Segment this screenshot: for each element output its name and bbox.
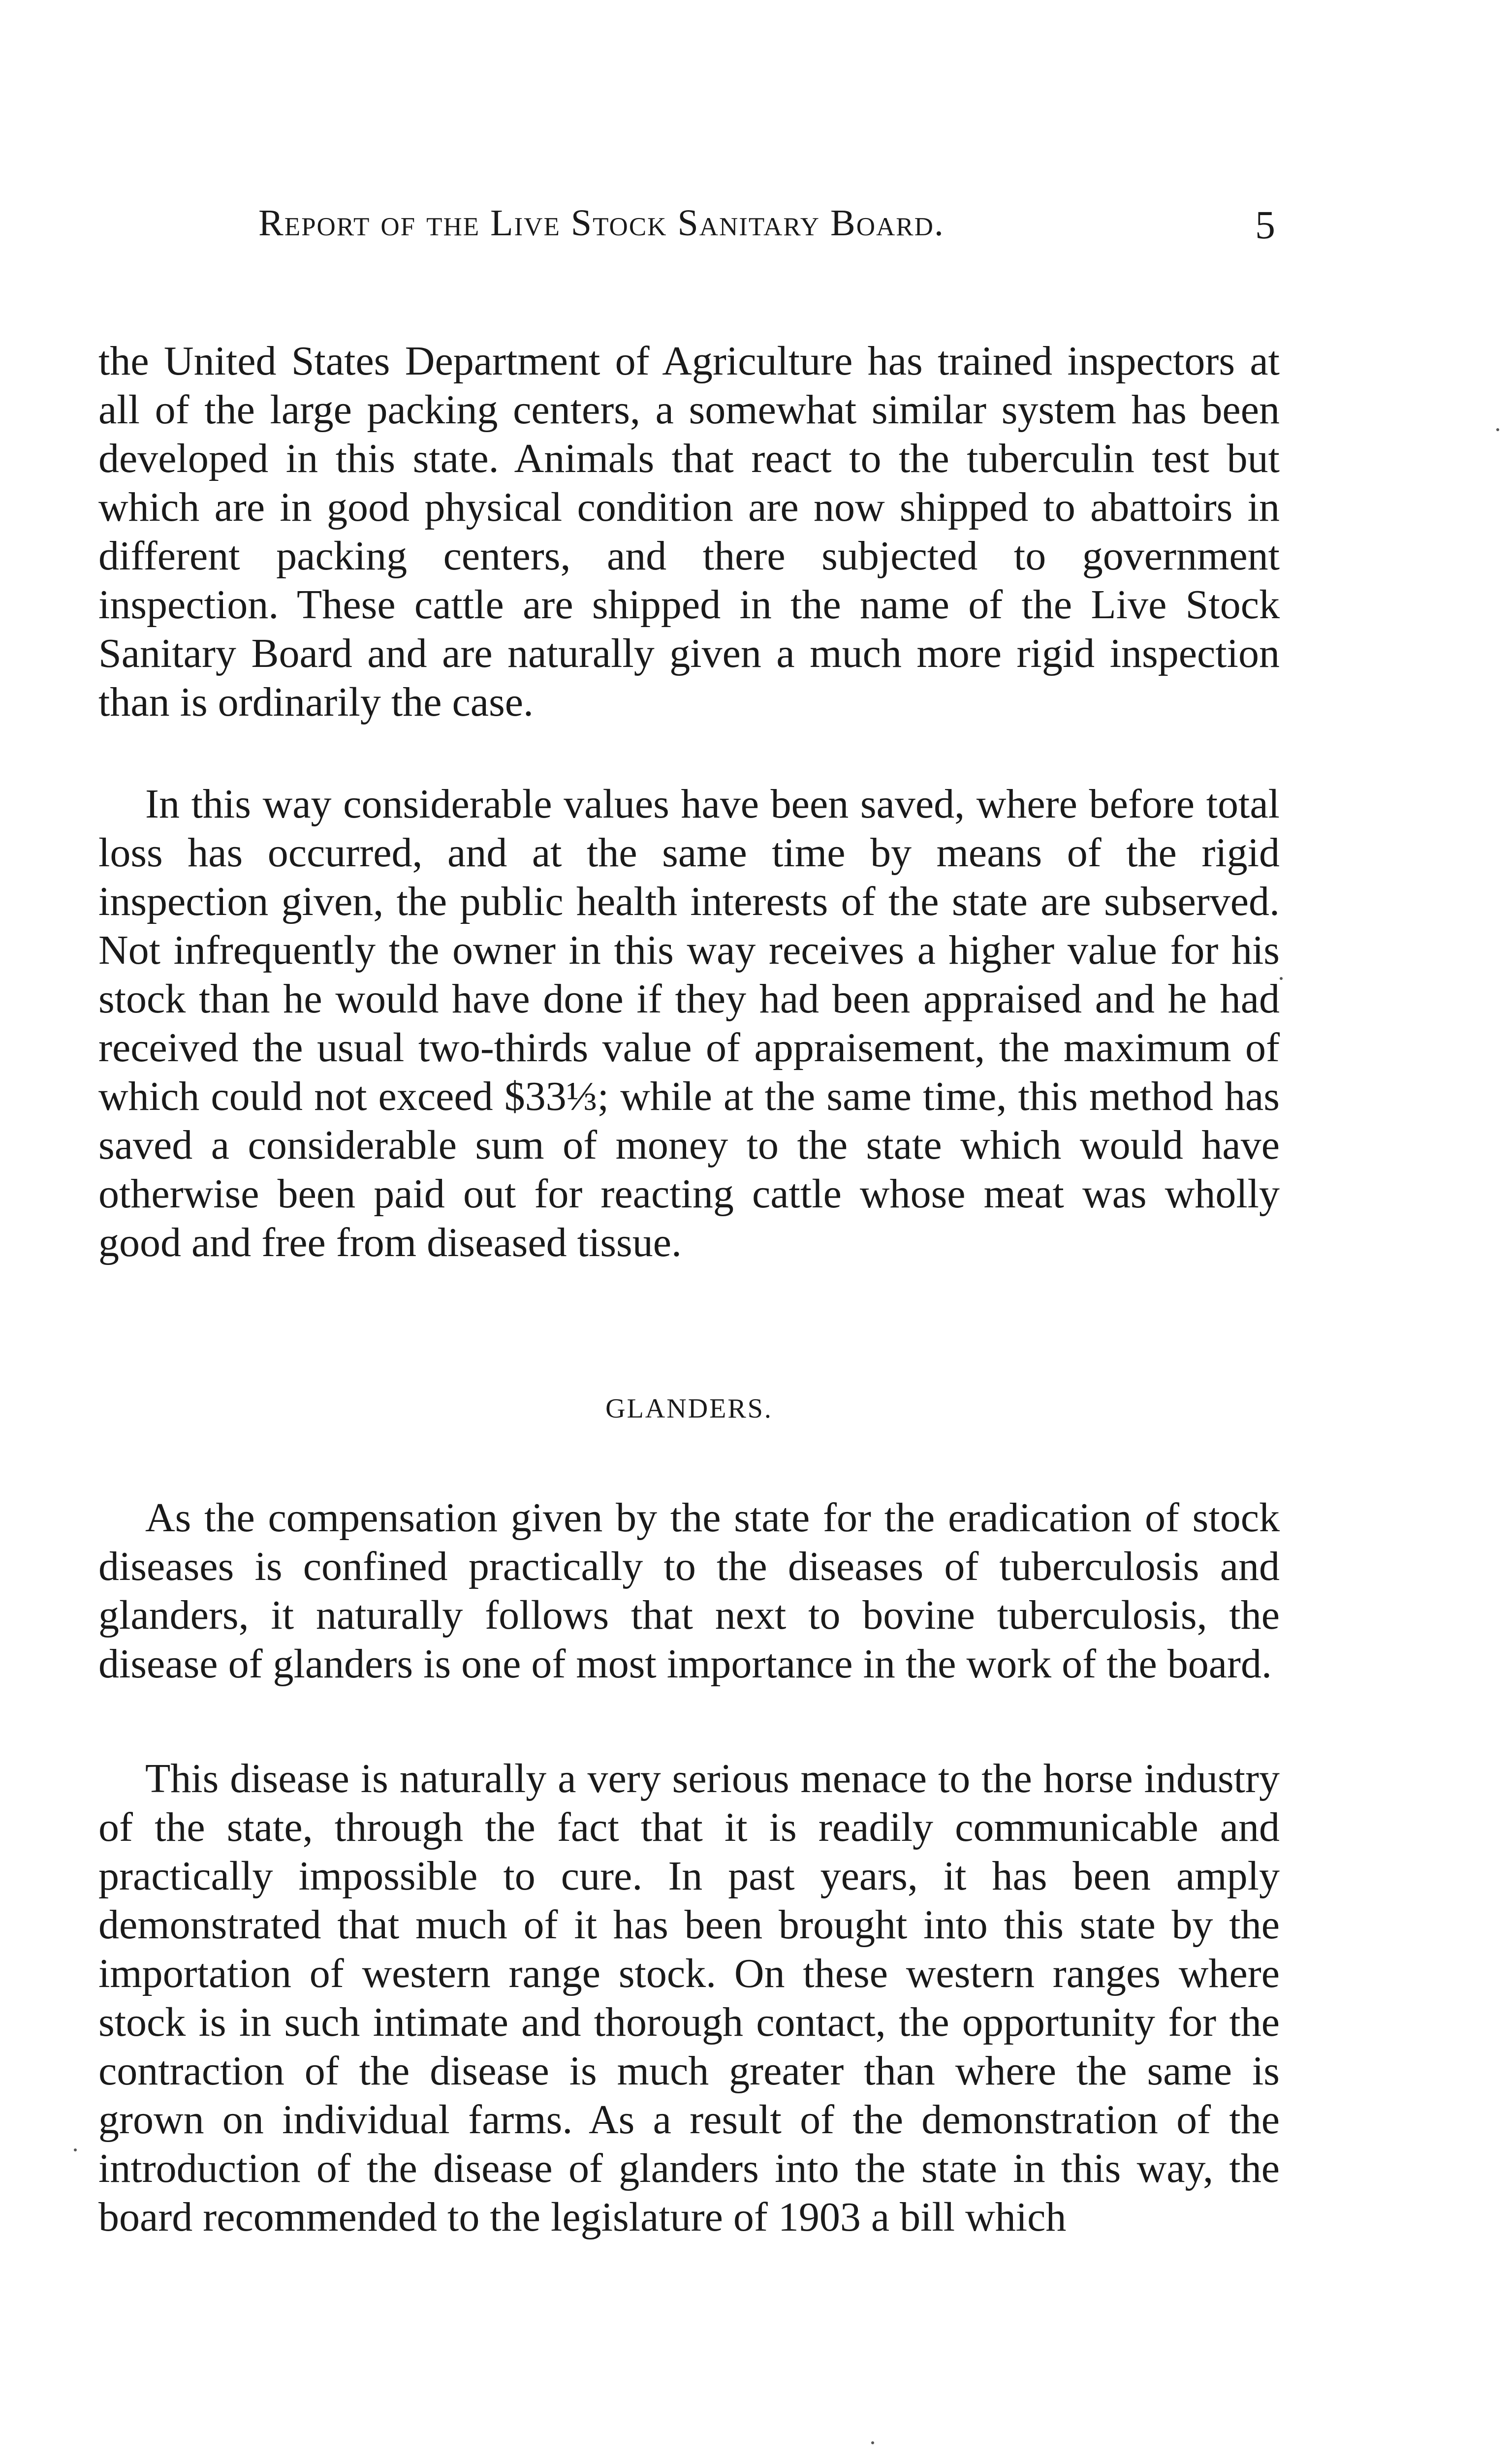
scan-speck [1280, 977, 1283, 980]
running-head [98, 202, 1280, 256]
section-heading-glanders: GLANDERS. [605, 1393, 773, 1424]
scan-speck [1496, 428, 1499, 431]
scan-speck [74, 2148, 77, 2151]
paragraph-continuation: the United States Department of Agriculture has trained inspectors at all of the large packing centers, a somewhat similar system has been developed in this state. Animals that react to the tuberculin test but which are in good physical condition are now shipped to abattoirs in different packing centers, and there subjected to government inspection. These cattle are shipped in the name of the Live Stock Sanitary Board and are naturally given a much more rigid inspection than is ordinarily the case. [98, 338, 1280, 725]
paragraph-glanders-menace: This disease is naturally a very serious menace to the horse industry of the state, through the fact that it is readily communicable and practically impossible to cure. In past years, it has been amply demonstrated that much of it has been brought into this state by the importation of western range stock. On these western ranges where stock is in such intimate and thorough contact, the opportunity for the contraction of the disease is much greater than where the same is grown on individual farms. As a result of the demonstration of the introduction of the disease of glanders into the state in this way, the board recommended to the legislature of 1903 a bill which [98, 1756, 1280, 2240]
scan-speck [871, 2441, 874, 2444]
paragraph-values-saved: In this way considerable values have been saved, where before total loss has occurred, and at the same time by means of the rigid inspection given, the public health interests of the state are subserved. Not infrequently the owner in this way receives a higher value for his stock than he would have done if they had been appraised and he had received the usual two-thirds value of appraisement, the maximum of which could not exceed $33⅓; while at the same time, this method has saved a considerable sum of money to the state which would have otherwise been paid out for reacting cattle whose meat was wholly good and free from diseased tissue. [98, 781, 1280, 1265]
paragraph-glanders-compensation: As the compensation given by the state for the eradication of stock diseases is confined practically to the diseases of tuberculosis and glanders, it naturally follows that next to bovine tuberculosis, the disease of glanders is one of most importance in the work of the board. [98, 1495, 1280, 1687]
running-title: Report of the Live Stock Sanitary Board. [258, 202, 945, 244]
page-number: 5 [1255, 202, 1275, 247]
